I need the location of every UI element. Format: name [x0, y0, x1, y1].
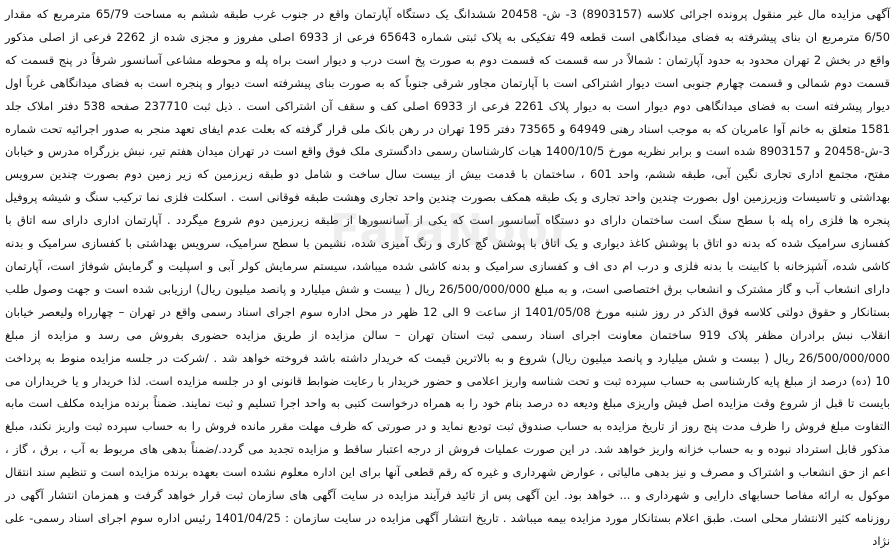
site-watermark: FaraNoor [330, 205, 574, 256]
auction-notice-text: آگهی مزایده مال غیر منقول پرونده اجرائی کلاسه (8903157) 3- ش- 20458 ششدانگ یک دستگاه آپارتمان واقع در جنوب غرب طبقه ششم به مساحت 65/79 مترمربع که مقدار 6/50 مترمربع ان بنای پیشرفته به فضای میدانگاهی است قطعه 49 تفکیکی به پلاک ثبتی شماره 65643 فرعی از 6933 اصلی مفروز و مجزی شده از 2262 فرعی از اصلی مذکور واقع در بخش 2 تهران محدود به حدود آپارتمان : شمالاً در سه قسمت که قسمت دوم به صورت پخ است درب و دیوار است براه پله و محوطه مشاعی آسانسور شرقاً در پنج قسمت که قسمت دوم شمالی و قسمت چهارم جنوبی است دیوار اشتراکی است با آپارتمان مجاور شرقی جنوباً که به صورت بنای پیشرفته است دیوار و پنجره است به فضای میدانگاهی غرباً اول دیوار پیشرفته است به فضای میدانگاهی دوم دیوار است به دیوار پلاک 2261 فرعی از 6933 اصلی کف و سقف آن اشتراکی است . ذیل ثبت 237710 صفحه 538 دفتر املاک جلد 1581 متعلق به خانم آوا عامریان که به موجب اسناد رهنی 64949 و 73565 دفتر 195 تهران در رهن بانک ملی قرار گرفته که بعلت عدم ایفای تعهد منجر به صدور اجرائیه تحت شماره 3-ش-20458 و 8903157 شده است و برابر نظریه مورخ 1400/10/5 هیات کارشناسان رسمی دادگستری ملک فوق واقع است در تهران میدان هفتم تیر، نبش بزرگراه مدرس و خیابان مفتح، مجتمع اداری تجاری نگین آبی، طبقه ششم، واحد 601 ، ساختمان با قدمت بیش از بیست سال ساخت و شامل دو طبقه زیرزمین که زیر زمین دوم بصورت چندین سرویس بهداشتی و تاسیسات وزیرزمین اول بصورت چندین واحد تجاری و یک طبقه همکف بصورت چندین واحد تجاری وهشت طبقه فوقانی است . اسکلت فلزی نما ترکیب سنگ و شیشه پروفیل پنجره ها فلزی راه پله با سطح سنگ است ساختمان دارای دو دستگاه آسانسور است که یکی از آسانسورها از طبقه زیرزمین دوم شروع میگردد . آپارتمان اداری دارای سه اتاق با کفسازی سرامیک شده که بدنه دو اتاق با پوشش کاغذ دیواری و یک اتاق با پوشش گچ کاری و رنگ آمیزی شده، نشیمن با سطح سرامیک، سرویس بهداشتی با کفسازی سرامیک و بدنه کاشی شده، آشپزخانه با کابینت با بدنه فلزی و درب ام دی اف و کفسازی سرامیک و بدنه کاشی شده میباشد، سیستم سرمایش کولر آبی و اسپلیت و گرمایش شوفاژ است، آپارتمان دارای انشعاب آب و گاز مشترک و انشعاب برق اختصاصی است، و به مبلغ 26/500/000/000 ریال ( بیست و شش میلیارد و پانصد میلیون ریال) ارزیابی شده است و جهت وصول طلب بستانکار و حقوق دولتی کلاسه فوق الذکر در روز شنبه مورخ 1401/05/08 از ساعت 9 الی 12 ظهر در محل اداره سوم اجرای اسناد رسمی واقع در تهران – چهارراه ولیعصر خیابان انقلاب نبش برادران مظفر پلاک 919 ساختمان معاونت اجرای اسناد رسمی ثبت استان تهران – سالن مزایده از طریق مزایده حضوری بفروش می رسد و مزایده از مبلغ 26/500/000/000 ریال ( بیست و شش میلیارد و پانصد میلیون ریال) شروع و به بالاترین قیمت که خریدار داشته باشد فروخته خواهد شد . /شرکت در جلسه مزایده منوط به پرداخت 10 (ده) درصد از مبلغ پایه کارشناسی به حساب سپرده ثبت و تحت شناسه واریز اعلامی و حضور خریدار با رعایت ضوابط قانونی او در جلسه مزایده است. لذا خریدار و یا خریداران می بایست تا قبل از شروع وقت مزایده اصل فیش واریزی مبلغ ودیعه ده درصد بنام خود را به همراه درخواست کتبی به واحد اجرا تسلیم و ثبت نمایند. ضمناً برنده مزایده مکلف است مابه التفاوت مبلغ فروش را ظرف مدت پنج روز از تاریخ مزایده به حساب صندوق ثبت تودیع نماید و در صورتی که ظرف مهلت مقرر مانده فروش را به حساب سپرده ثبت واریز نکند، مبلغ مذکور قابل استرداد نبوده و به حساب خزانه واریز خواهد شد. در این صورت عملیات فروش از درجه اعتبار ساقط و مزایده تجدید می گردد./ضمناً بدهی های مربوط به آب ، برق ، گاز ، اعم از حق انشعاب و اشتراک و مصرف و نیز بدهی مالیاتی ، عوارض شهرداری و غیره که رقم قطعی آنها برای این اداره معلوم نشده است بعهده برنده مزایده است و تنظیم سند انتقال موکول به ارائه مفاصا حسابهای دارایی و شهرداری و ... خواهد بود. این آگهی پس از تائید فرآیند مزایده در سایت آگهی های سازمان ثبت قرار خواهد گرفت و همزمان انتشار آگهی در روزنامه کثیر الانتشار محلی است. طبق اعلام بستانکار مورد مزایده بیمه میباشد . تاریخ انتشار آگهی مزایده در سایت سازمان : 1401/04/25 رئیس اداره سوم اجرای اسناد رسمی- علی نژاد [5, 7, 891, 548]
